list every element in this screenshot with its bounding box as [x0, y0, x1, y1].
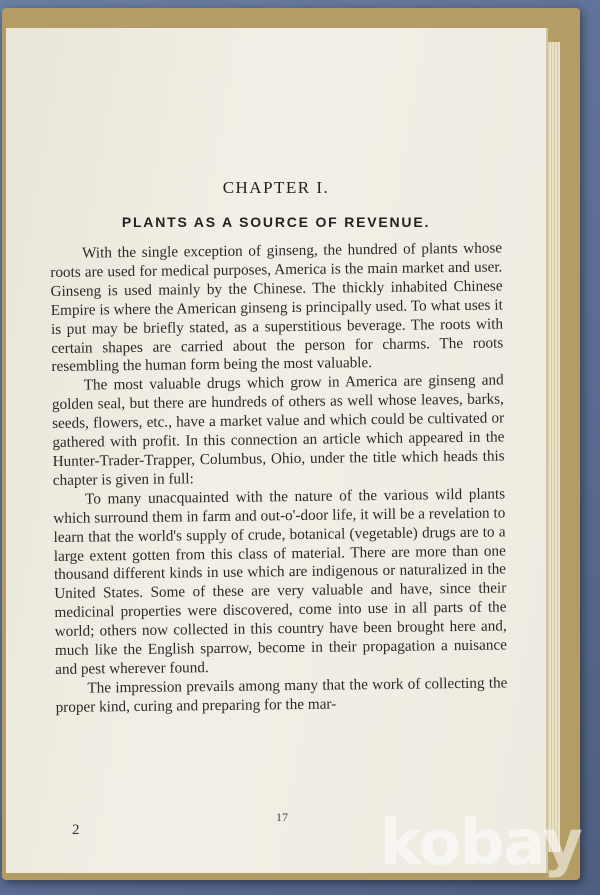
book-page — [6, 28, 548, 873]
page-edges — [546, 42, 560, 852]
paragraph: The impression prevails among many that the work of collecting the proper kind, curing and preparing for the mar- — [55, 674, 508, 716]
signature-mark: 2 — [72, 822, 80, 838]
watermark-logo: kobay — [380, 806, 582, 879]
paragraph: With the single exception of ginseng, the hundred of plants whose roots are used for medical purposes, America is the main market and user. Ginseng is used mainly by the Chinese. The thickly inhabited Chinese Empire is where the American ginseng is principally used. To what uses it is put may be briefly stated, as a superstitious beverage. The roots with certain shapes are carried about the person for charms. The roots resembling the human form being the most valuable. — [50, 239, 504, 376]
chapter-heading: CHAPTER I. — [222, 178, 330, 197]
body-text — [50, 239, 508, 717]
paragraph: To many unacquainted with the nature of the various wild plants which surround them in farm and out-o'-door life, it will be a revelation to learn that the world's supply of crude, botanical (vegetable) drugs are to a large extent gotten from this class of material. There are more than one thousand different kinds in use which are indigenous or naturalized in the United States. Some of these are very valuable and have, since their medicinal properties were discovered, come into use in all parts of the world; others now collected in this country have been brought here and, much like the English sparrow, become in their propagation a nuisance and pest wherever found. — [53, 485, 508, 678]
page-number: 17 — [276, 810, 288, 824]
paragraph: The most valuable drugs which grow in America are ginseng and golden seal, but there are hundreds of others as well whose leaves, barks, seeds, flowers, etc., have a market value and which could be cultivated or gathered with profit. In this connection an article which appeared in the Hunter-Trader-Trapper, Columbus, Ohio, under the title which heads this chapter is given in full: — [51, 371, 505, 489]
section-title: PLANTS AS A SOURCE OF REVENUE. — [121, 214, 431, 230]
